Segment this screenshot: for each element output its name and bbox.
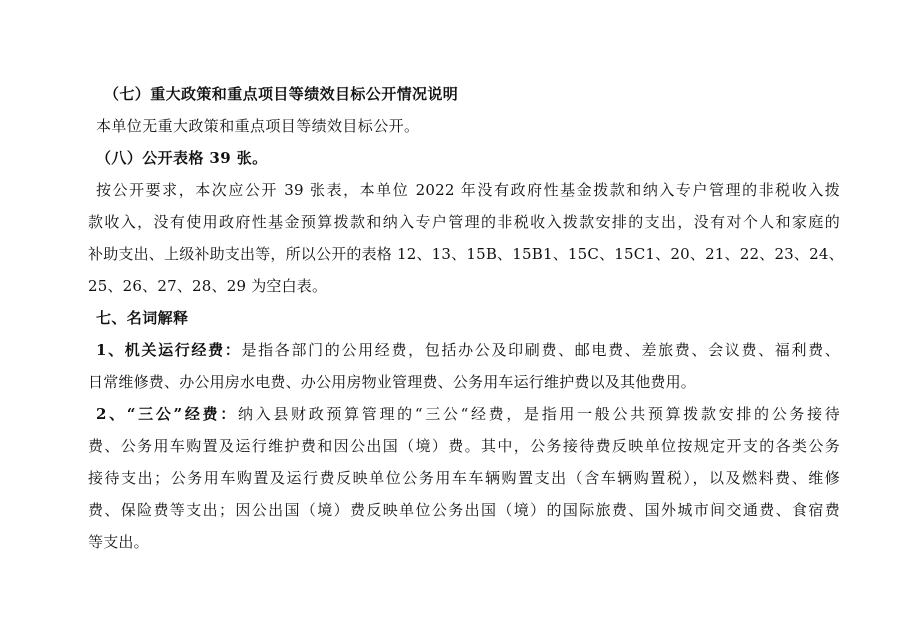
glossary-item1-term: 1、机关运行经费	[96, 341, 225, 359]
glossary-item1-text-1: 是指各部门的公用经费，包括办公及印刷费、邮电费、差旅费、会议费、福利费、	[241, 341, 840, 359]
section-heading-performance-goals: （七）重大政策和重点项目等绩效目标公开情况说明	[104, 85, 459, 103]
tables-line-1: 按公开要求，本次应公开 39 张表，本单位 2022 年没有政府性基金拨款和纳入专户管理的非税收入拨	[96, 181, 840, 199]
glossary-heading: 七、名词解释	[96, 309, 189, 327]
section-body-tables	[88, 174, 844, 302]
tables-line-4: 25、26、27、28、29 为空白表。	[88, 277, 328, 295]
glossary-item2-line-5: 等支出。	[88, 533, 149, 551]
glossary-item2-line-4: 费、保险费等支出；因公出国（境）费反映单位公务出国（境）的国际旅费、国外城市间交通费、食宿费	[88, 501, 840, 519]
glossary-item2-colon: ：	[220, 405, 238, 423]
tables-line-2: 款收入，没有使用政府性基金预算拨款和纳入专户管理的非税收入拨款安排的支出，没有对个人和家庭的	[88, 213, 840, 231]
glossary-item-operating-expenses	[88, 334, 840, 398]
glossary-item1-line-2: 日常维修费、办公用房水电费、办公用房物业管理费、公务用车运行维护费以及其他费用。	[88, 373, 697, 391]
section-heading-tables: （八）公开表格 39 张。	[96, 149, 268, 167]
glossary-item1-line-1	[88, 334, 840, 366]
glossary-item2-line-3: 接待支出；公务用车购置及运行费反映单位公务用车车辆购置支出（含车辆购置税），以及燃料费、维修	[88, 469, 840, 487]
glossary-item2-line-1	[88, 398, 840, 430]
glossary-item-three-public-expenses	[88, 398, 840, 558]
glossary-item2-text-1: 纳入县财政预算管理的“三公“经费，是指用一般公共预算拨款安排的公务接待	[237, 405, 841, 423]
section-body-performance-goals: 本单位无重大政策和重点项目等绩效目标公开。	[96, 117, 420, 135]
glossary-item2-term: 2、“三公”经费	[96, 405, 221, 423]
glossary-item1-colon: ：	[224, 341, 242, 359]
tables-line-3: 补助支出、上级补助支出等，所以公开的表格 12、13、15B、15B1、15C、15C1、20、21、22、23、24、	[88, 245, 844, 263]
glossary-item2-line-2: 费、公务用车购置及运行维护费和因公出国（境）费。其中，公务接待费反映单位按规定开支的各类公务	[88, 437, 840, 455]
